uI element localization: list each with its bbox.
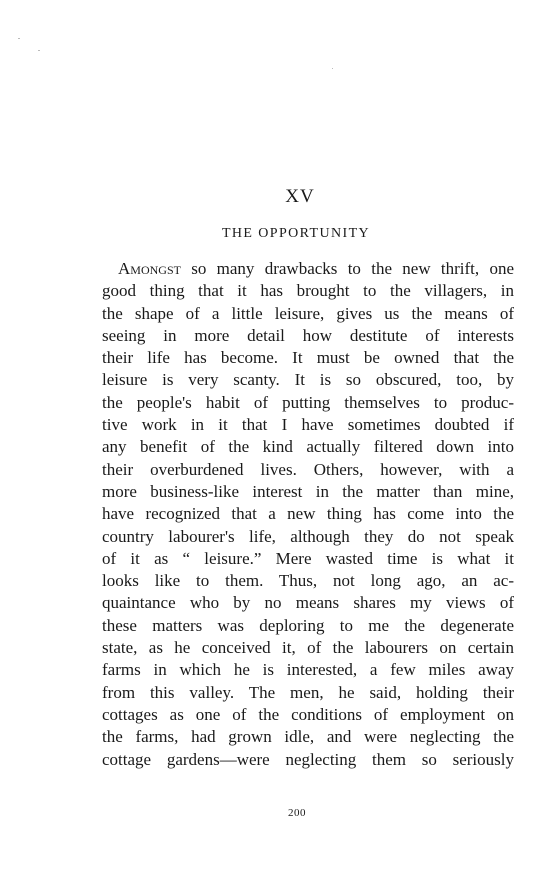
paragraph-line: good thing that it has brought to the villagers, in xyxy=(102,281,514,301)
paragraph-line: the people's habit of putting themselves to produc- xyxy=(102,392,514,412)
paragraph-line: their life has become. It must be owned that the xyxy=(102,348,514,368)
paragraph-line: seeing in more detail how destitute of interests xyxy=(102,325,514,345)
paragraph-line: any benefit of the kind actually filtered down into xyxy=(102,437,514,457)
page-number: 200 xyxy=(288,807,306,819)
paragraph-line: quaintance who by no means shares my views of xyxy=(102,593,514,613)
paragraph-line-text: so many drawbacks to the new thrift, one xyxy=(180,259,514,278)
paragraph-line: have recognized that a new thing has come into the xyxy=(102,504,514,524)
paragraph-line: looks like to them. Thus, not long ago, an ac- xyxy=(102,571,514,591)
chapter-number: XV xyxy=(285,186,315,207)
paragraph-line: their overburdened lives. Others, however, with a xyxy=(102,459,514,479)
chapter-title: THE OPPORTUNITY xyxy=(221,226,371,241)
paper-speck xyxy=(332,68,333,69)
paragraph-line: farms in which he is interested, a few miles away xyxy=(102,660,514,680)
paragraph-line: more business-like interest in the matter than mine, xyxy=(102,481,514,501)
paragraph-line: cottage gardens—were neglecting them so seriously xyxy=(102,749,514,769)
paragraph-line: these matters was deploring to me the degenerate xyxy=(102,615,514,635)
paper-speck xyxy=(18,38,20,39)
paragraph-line: of it as “ leisure.” Mere wasted time is what it xyxy=(102,548,514,568)
paragraph-line: the farms, had grown idle, and were neglecting the xyxy=(102,727,514,747)
paragraph-line xyxy=(102,258,514,280)
paragraph-line: country labourer's life, although they do not speak xyxy=(102,526,514,546)
paragraph-line: leisure is very scanty. It is so obscured, too, by xyxy=(102,370,514,390)
paper-speck xyxy=(38,50,40,51)
chapter-paragraph xyxy=(102,258,514,771)
paragraph-line: the shape of a little leisure, gives us the means of xyxy=(102,303,514,323)
paragraph-line: state, as he conceived it, of the labourers on certain xyxy=(102,638,514,658)
paragraph-line: tive work in it that I have sometimes doubted if xyxy=(102,415,514,435)
paragraph-lead-word: Amongst xyxy=(118,259,181,278)
paragraph-line: from this valley. The men, he said, holding their xyxy=(102,682,514,702)
paragraph-line: cottages as one of the conditions of employment on xyxy=(102,704,514,724)
